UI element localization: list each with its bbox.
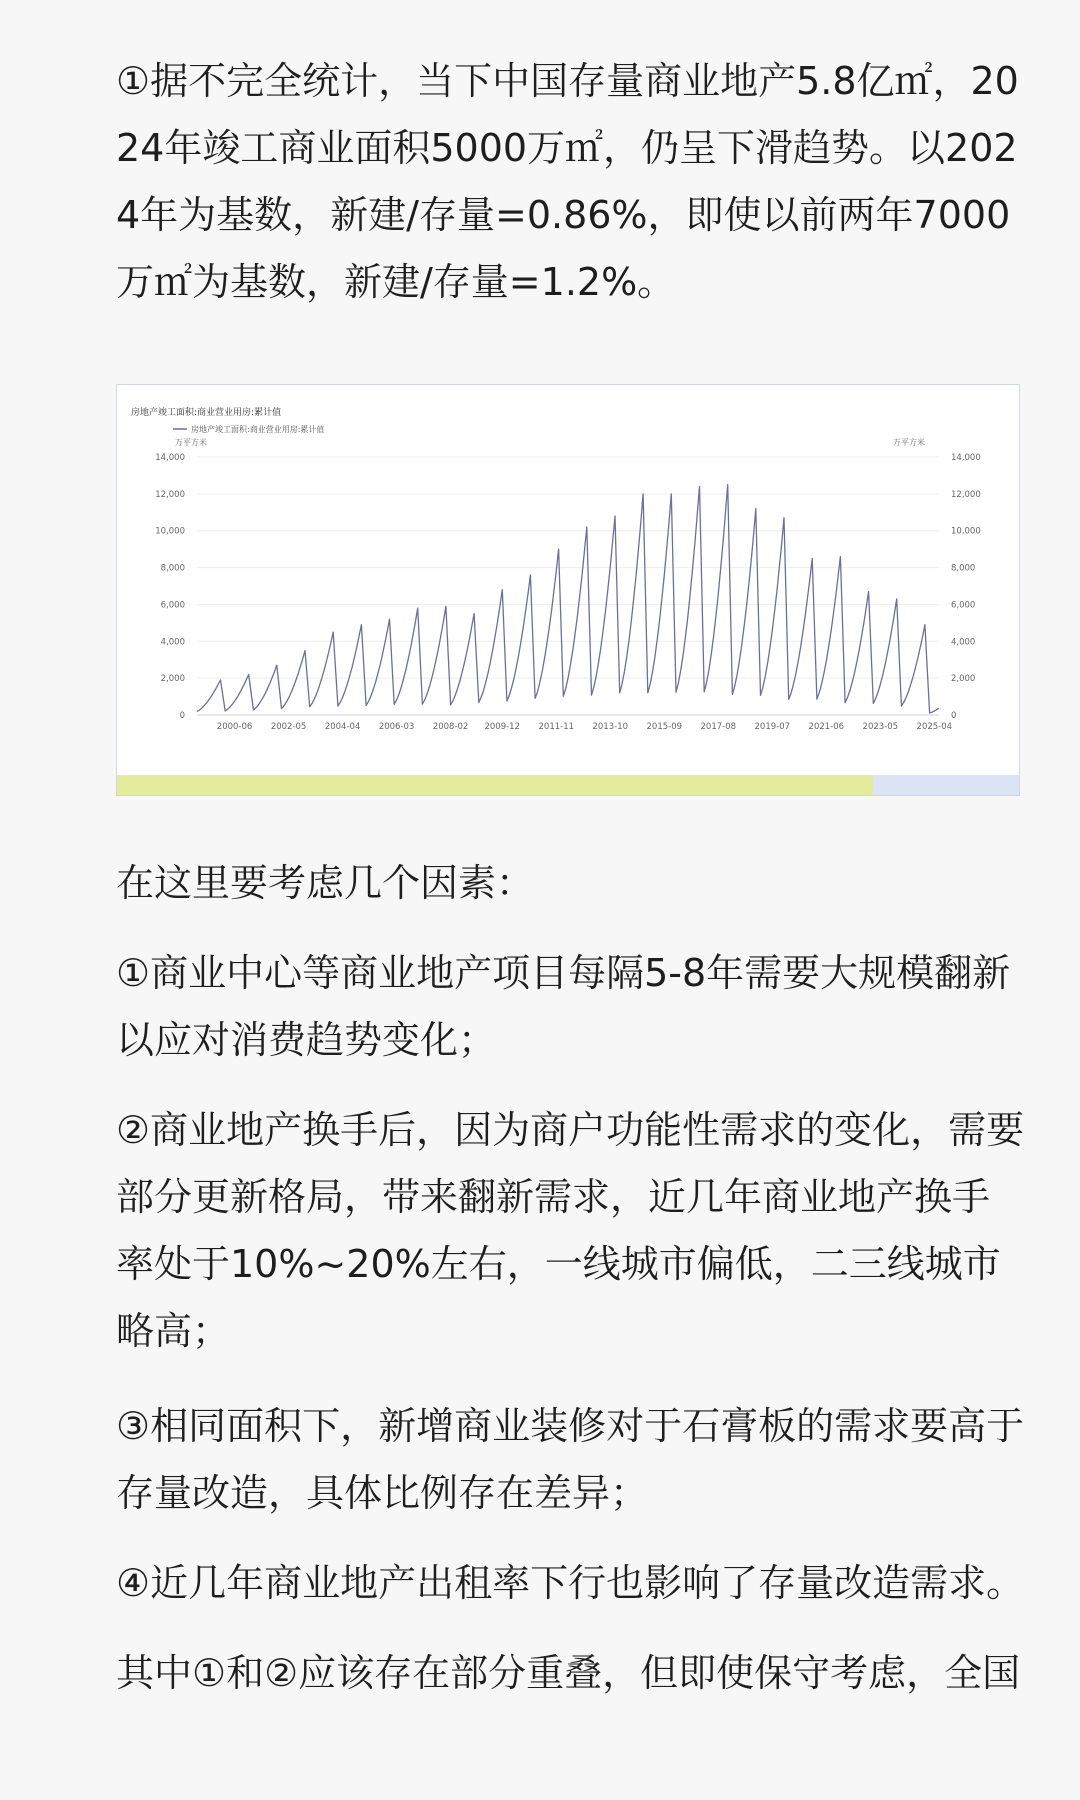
y-tick-label-left: 4,000 <box>160 637 185 648</box>
y-tick-label-left: 14,000 <box>155 453 185 463</box>
y-tick-label-left: 0 <box>179 711 185 721</box>
x-tick-label: 2009-12 <box>484 722 521 732</box>
series-line <box>197 485 939 713</box>
y-tick-label-left: 10,000 <box>155 526 185 537</box>
x-tick-label: 2021-06 <box>808 722 845 732</box>
y-tick-label-right: 4,000 <box>951 637 976 648</box>
x-tick-label: 2023-05 <box>862 722 899 732</box>
y-tick-label-right: 2,000 <box>951 674 976 685</box>
x-tick-label: 2004-04 <box>324 722 361 732</box>
unit-right: 万平方米 <box>893 438 925 447</box>
intro-paragraph: ①据不完全统计，当下中国存量商业地产5.8亿㎡，2024年竣工商业面积5000万㎡，仍呈下滑趋势。以2024年为基数，新建/存量=0.86%，即使以前两年7000万㎡为基数，新建/存量=1.2%。 <box>116 59 1019 304</box>
x-tick-label: 2006-03 <box>378 722 415 732</box>
y-tick-label-left: 12,000 <box>155 489 185 500</box>
factor-4-paragraph: ④近几年商业地产出租率下行也影响了存量改造需求。 <box>116 1561 1025 1605</box>
y-tick-label-left: 6,000 <box>160 600 185 611</box>
legend-label: 房地产竣工面积:商业营业用房:累计值 <box>191 425 325 434</box>
factor-1-paragraph: ①商业中心等商业地产项目每隔5-8年需要大规模翻新以应对消费趋势变化； <box>116 951 1011 1062</box>
factor-3-paragraph: ③相同面积下，新增商业装修对于石膏板的需求要高于存量改造，具体比例存在差异； <box>116 1404 1025 1515</box>
x-axis <box>197 715 952 732</box>
chart-title: 房地产竣工面积:商业营业用房:累计值 <box>131 408 282 418</box>
y-tick-label-right: 8,000 <box>951 563 976 574</box>
y-tick-label-right: 12,000 <box>951 489 981 500</box>
image-bottom-band-right <box>873 775 1019 795</box>
y-tick-label-left: 8,000 <box>160 563 185 574</box>
x-tick-label: 2008-02 <box>432 722 469 732</box>
x-tick-label: 2002-05 <box>270 722 307 732</box>
completion-area-chart <box>117 385 1020 777</box>
chart-image <box>116 384 1020 796</box>
y-axis-right <box>951 453 981 721</box>
image-bottom-band <box>117 775 875 795</box>
x-tick-label: 2019-07 <box>754 722 791 732</box>
y-axis-left <box>155 453 185 721</box>
x-tick-label: 2025-04 <box>916 722 953 732</box>
closing-line: 其中①和②应该存在部分重叠，但即使保守考虑，全国 <box>116 1651 1021 1695</box>
x-tick-label: 2000-06 <box>216 722 253 732</box>
y-tick-label-left: 2,000 <box>160 674 185 685</box>
y-tick-label-right: 6,000 <box>951 600 976 611</box>
factors-heading: 在这里要考虑几个因素： <box>116 861 535 905</box>
unit-left: 万平方米 <box>175 438 207 447</box>
x-tick-label: 2013-10 <box>592 722 629 732</box>
x-tick-label: 2011-11 <box>538 722 575 732</box>
y-tick-label-right: 0 <box>951 711 957 721</box>
x-tick-label: 2017-08 <box>700 722 737 732</box>
y-tick-label-right: 10,000 <box>951 526 981 537</box>
y-tick-label-right: 14,000 <box>951 453 981 463</box>
x-tick-label: 2015-09 <box>646 722 683 732</box>
factor-2-paragraph: ②商业地产换手后，因为商户功能性需求的变化，需要部分更新格局，带来翻新需求，近几年商业地产换手率处于10%~20%左右，一线城市偏低，二三线城市略高； <box>116 1108 1025 1353</box>
